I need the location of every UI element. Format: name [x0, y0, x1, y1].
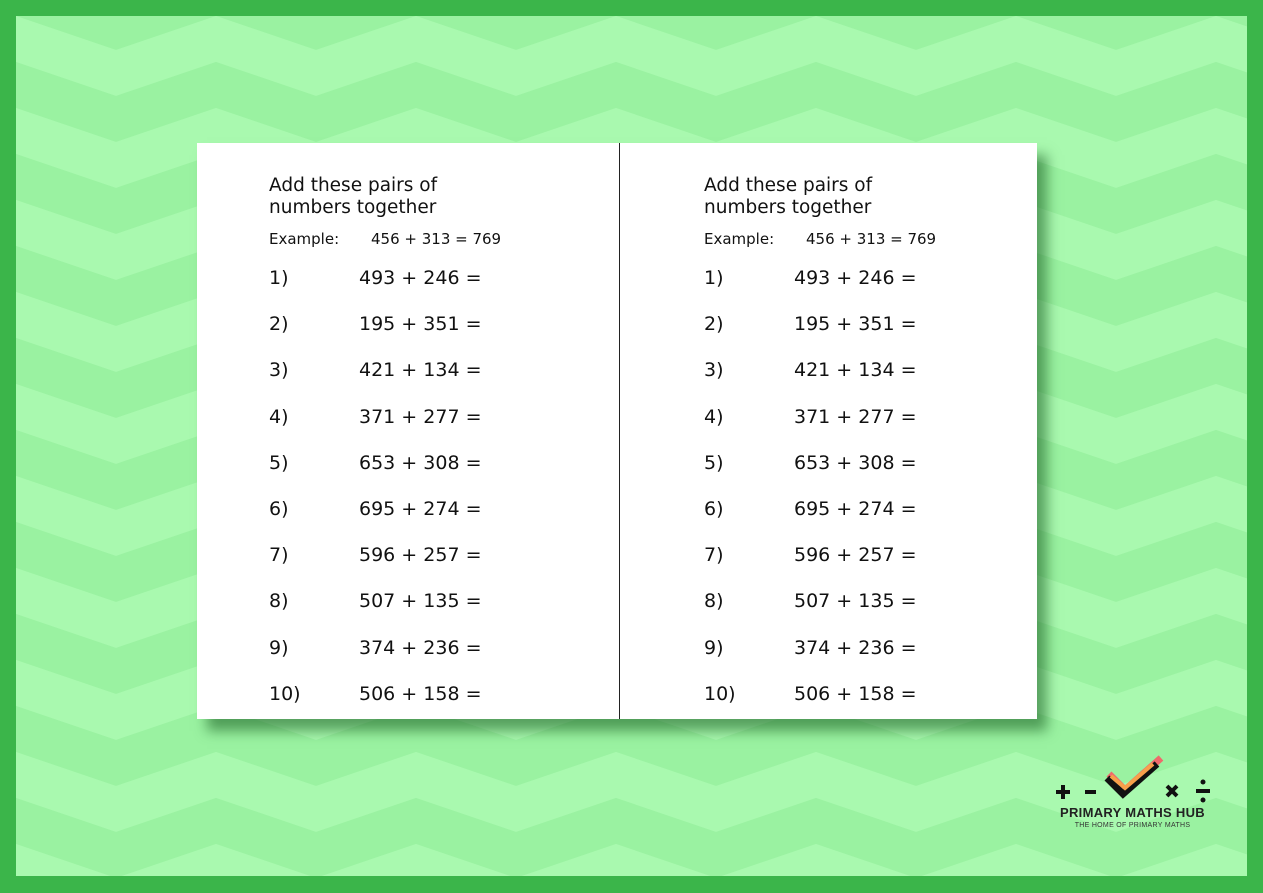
question-equation: 493 + 246 =: [359, 267, 482, 289]
example-label: Example:: [269, 230, 340, 248]
question-equation: 506 + 158 =: [359, 682, 482, 705]
title-line-2: numbers together: [269, 197, 437, 218]
question-equation: 195 + 351 =: [794, 313, 917, 336]
question-equation: 195 + 351 =: [359, 313, 482, 336]
question-equation: 695 + 274 =: [359, 498, 482, 520]
checkmark-icon: [1107, 758, 1161, 794]
logo-brand-text: PRIMARY MATHS HUB: [1060, 805, 1205, 820]
question-number: 5): [704, 451, 724, 474]
question-number: 9): [704, 636, 724, 659]
maths-operators-graphic: [1045, 752, 1225, 804]
worksheet-title: [269, 175, 529, 219]
question-number: 4): [269, 405, 289, 428]
question-number: 4): [704, 405, 724, 428]
question-number: 2): [704, 313, 724, 336]
page-divider: [619, 143, 620, 719]
primary-maths-hub-logo: [1045, 752, 1225, 832]
question-equation: 506 + 158 =: [794, 682, 917, 705]
question-equation: 653 + 308 =: [359, 451, 482, 474]
minus-icon: [1085, 790, 1096, 794]
times-icon: [1167, 786, 1177, 796]
plus-icon: [1056, 785, 1070, 799]
question-number: 8): [269, 590, 289, 613]
question-number: 6): [269, 498, 289, 520]
question-number: 1): [704, 267, 724, 289]
question-number: 9): [269, 636, 289, 659]
question-equation: 507 + 135 =: [359, 590, 482, 613]
question-number: 7): [704, 544, 724, 567]
question-number: 10): [269, 682, 301, 705]
divide-icon: [1196, 780, 1210, 803]
question-number: 10): [704, 682, 736, 705]
question-equation: 421 + 134 =: [359, 359, 482, 382]
question-equation: 596 + 257 =: [359, 544, 482, 567]
question-equation: 371 + 277 =: [359, 405, 482, 428]
question-equation: 374 + 236 =: [794, 636, 917, 659]
example-equation: 456 + 313 = 769: [371, 230, 502, 248]
question-equation: 507 + 135 =: [794, 590, 917, 613]
title-line-1: Add these pairs of: [704, 175, 873, 196]
question-number: 3): [704, 359, 724, 382]
question-number: 7): [269, 544, 289, 567]
question-equation: 421 + 134 =: [794, 359, 917, 382]
question-number: 5): [269, 451, 289, 474]
title-line-1: Add these pairs of: [269, 175, 438, 196]
question-equation: 493 + 246 =: [794, 267, 917, 289]
logo-tagline: THE HOME OF PRIMARY MATHS: [1074, 822, 1191, 829]
example-label: Example:: [704, 230, 775, 248]
question-number: 3): [269, 359, 289, 382]
example-equation: 456 + 313 = 769: [806, 230, 937, 248]
worksheet-panel-right: [632, 143, 1052, 719]
question-equation: 371 + 277 =: [794, 405, 917, 428]
question-equation: 374 + 236 =: [359, 636, 482, 659]
question-number: 8): [704, 590, 724, 613]
question-number: 6): [704, 498, 724, 520]
question-equation: 596 + 257 =: [794, 544, 917, 567]
worksheet-sheet: [197, 143, 1037, 719]
worksheet-panel-left: [197, 143, 617, 719]
title-line-2: numbers together: [704, 197, 872, 218]
question-equation: 653 + 308 =: [794, 451, 917, 474]
question-number: 2): [269, 313, 289, 336]
question-number: 1): [269, 267, 289, 289]
worksheet-title: [704, 175, 964, 219]
example-row: [704, 230, 937, 248]
question-equation: 695 + 274 =: [794, 498, 917, 520]
example-row: [269, 230, 502, 248]
